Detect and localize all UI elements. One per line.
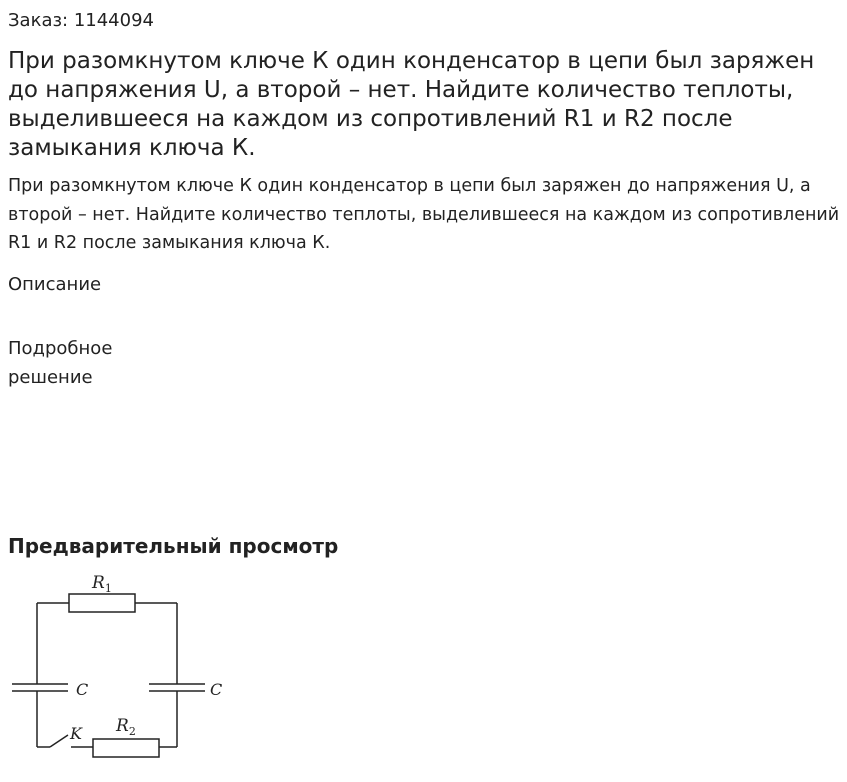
switch-key [50,735,68,747]
problem-title: При разомкнутом ключе К один конденсатор в цепи был заряжен до напряжения U, а второй – нет. Найдите количество теплоты, выделившееся на каждом из сопротивлений R1 и R2 после замыкания ключа К. [8,48,815,161]
c-right-label: C [210,680,223,699]
preview-heading: Предварительный просмотр [8,534,339,558]
order-number: Заказ: 1144094 [8,10,154,31]
solution-label: Подробное решение [8,338,113,388]
r2-label: $R_2$ [116,716,136,738]
circuit-diagram [0,565,240,770]
problem-text: При разомкнутом ключе К один конденсатор в цепи был заряжен до напряжения U, а второй – нет. Найдите количество теплоты, выделившееся на каждом из сопротивлений R1 и R2 после замыкания ключа К. [8,176,840,253]
resistor-r1 [69,594,135,612]
r1-label: $R_1$ [92,573,112,595]
c-left-label: C [76,680,89,699]
resistor-r2 [93,739,159,757]
description-label: Описание [8,274,102,295]
key-label: K [70,724,82,743]
